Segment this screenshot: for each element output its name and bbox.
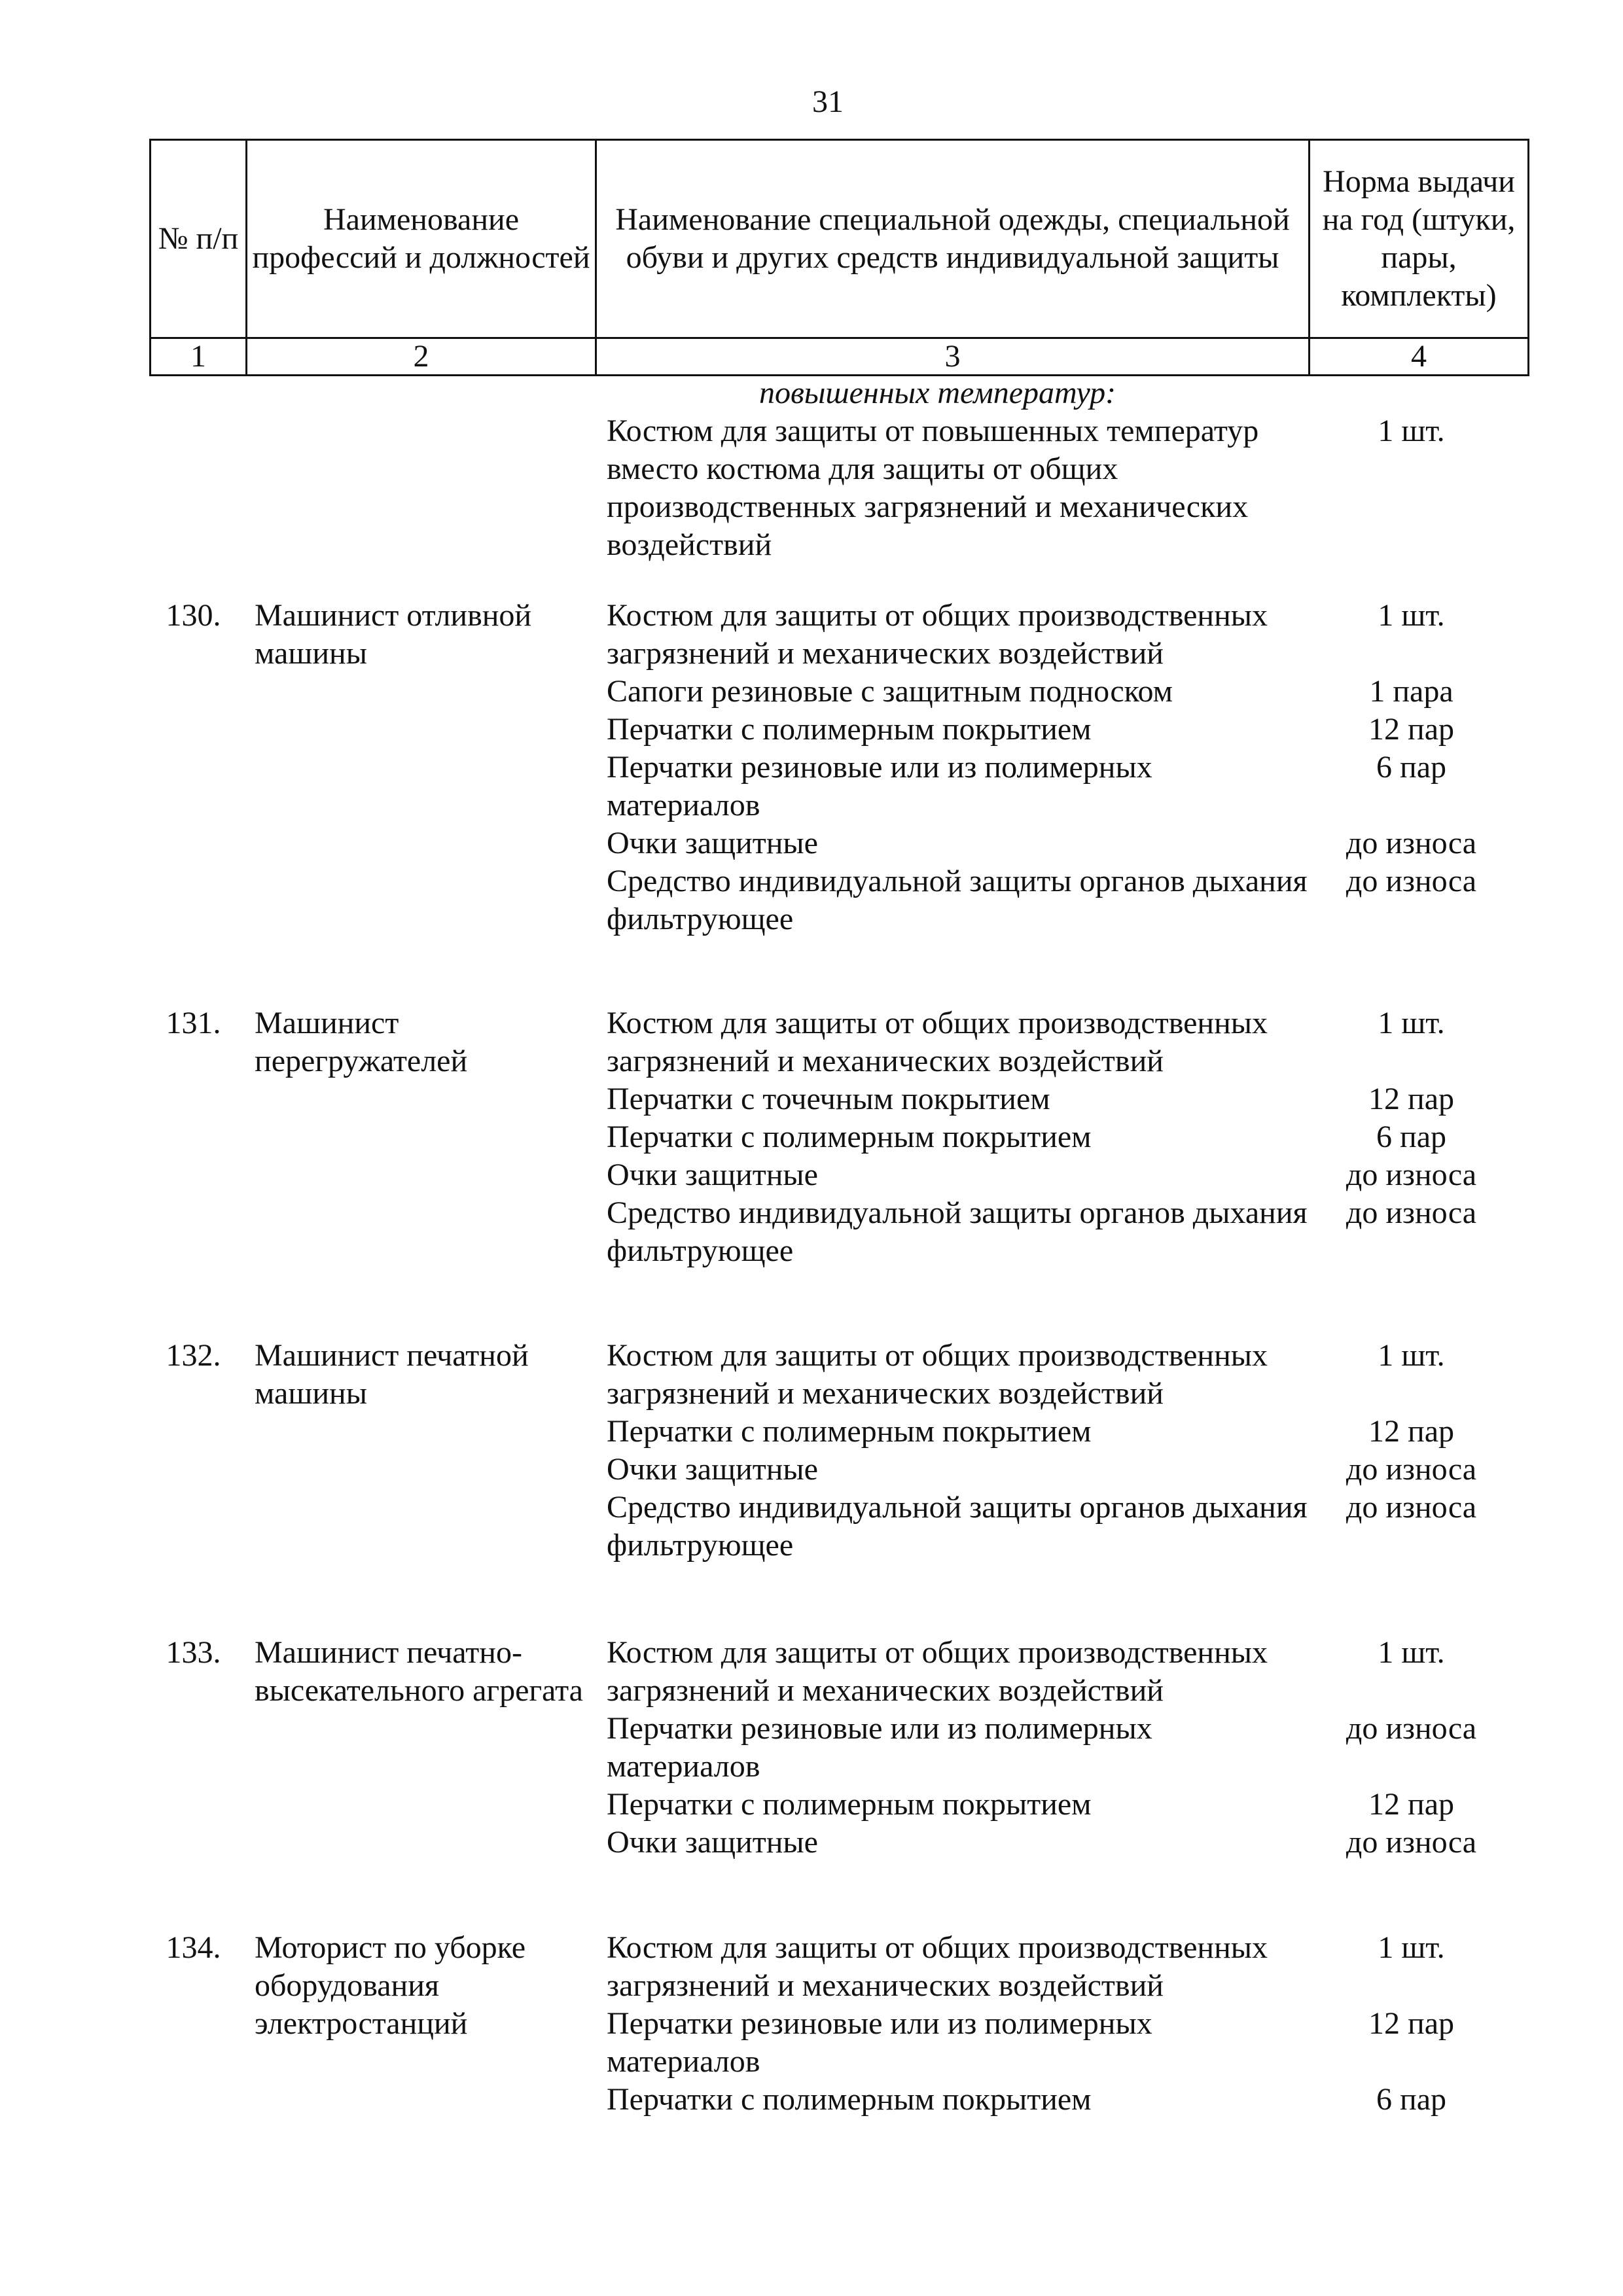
row-items: [595, 1004, 1308, 1270]
item-name: Перчатки с точечным покрытием: [607, 1082, 1050, 1116]
table-row: [149, 597, 1527, 938]
item-norm: до износа: [1346, 1490, 1477, 1525]
item-norm: 12 пар: [1368, 1082, 1454, 1116]
item-name: Перчатки с полимерным покрытием: [607, 1787, 1092, 1822]
item-norm: 12 пар: [1368, 2006, 1454, 2041]
item-norm: 1 шт.: [1378, 1338, 1445, 1373]
continuation-row: [149, 412, 1527, 564]
item-norm: 1 шт.: [1378, 1930, 1445, 1965]
header-col-items: Наименование специальной одежды, специальной обуви и других средств индивидуальной защиты: [596, 140, 1310, 338]
item-norm: до износа: [1346, 1157, 1477, 1192]
item-norm: 12 пар: [1368, 712, 1454, 747]
item-name: Костюм для защиты от общих производственных загрязнений и механических воздействий: [607, 1006, 1268, 1078]
row-norms: [1308, 1337, 1527, 1564]
row-norms: [1308, 1929, 1527, 2119]
header-col-profession: Наименование профессий и должностей: [247, 140, 596, 338]
item-name: Очки защитные: [607, 1452, 818, 1487]
item-norm: до износа: [1346, 864, 1477, 898]
item-name: Сапоги резиновые с защитным подноском: [607, 674, 1173, 709]
item-name: Очки защитные: [607, 1825, 818, 1860]
item-name: Перчатки резиновые или из полимерных материалов: [607, 1711, 1152, 1784]
row-number: 133.: [166, 1635, 221, 1670]
table-row: [149, 1004, 1527, 1270]
item-norm: 1 пара: [1369, 674, 1454, 709]
header-number-4: 4: [1310, 338, 1529, 376]
item-name: Очки защитные: [607, 1157, 818, 1192]
row-number: 132.: [166, 1338, 221, 1373]
item-norm: 1 шт.: [1378, 598, 1445, 633]
row-profession: Машинист печатно-высекательного агрегата: [255, 1635, 583, 1708]
item-norm: 6 пар: [1376, 750, 1446, 785]
header-number-3: 3: [596, 338, 1310, 376]
continuation-heading: повышенных температур:: [759, 376, 1116, 410]
item-name: Перчатки с полимерным покрытием: [607, 2082, 1092, 2117]
row-norms: [1308, 1004, 1527, 1270]
item-name: Костюм для защиты от общих производственных загрязнений и механических воздействий: [607, 1338, 1268, 1411]
item-norm: 1 шт.: [1378, 1006, 1445, 1040]
table-header: [149, 139, 1529, 376]
item-norm: до износа: [1346, 1452, 1477, 1487]
item-name: Перчатки с полимерным покрытием: [607, 1414, 1092, 1449]
item-norm: 6 пар: [1376, 1120, 1446, 1154]
item-name: Средство индивидуальной защиты органов дыхания фильтрующее: [607, 864, 1308, 936]
row-number: 131.: [166, 1006, 221, 1040]
row-items: [595, 1337, 1308, 1564]
item-norm: 12 пар: [1368, 1787, 1454, 1822]
item-norm: до износа: [1346, 1711, 1477, 1746]
row-norms: [1308, 1634, 1527, 1862]
item-name: Очки защитные: [607, 826, 818, 860]
item-name: Средство индивидуальной защиты органов дыхания фильтрующее: [607, 1195, 1308, 1268]
continuation-norm: 1 шт.: [1378, 414, 1445, 448]
item-name: Средство индивидуальной защиты органов дыхания фильтрующее: [607, 1490, 1308, 1563]
item-norm: 12 пар: [1368, 1414, 1454, 1449]
row-items: [595, 597, 1308, 938]
table-row: [149, 1929, 1527, 2119]
header-number-1: 1: [151, 338, 247, 376]
item-name: Костюм для защиты от общих производственных загрязнений и механических воздействий: [607, 1930, 1268, 2003]
header-number-2: 2: [247, 338, 596, 376]
row-items: [595, 1634, 1308, 1862]
item-name: Костюм для защиты от общих производственных загрязнений и механических воздействий: [607, 1635, 1268, 1708]
row-number: 130.: [166, 598, 221, 633]
row-profession: Машинист отливной машины: [255, 598, 532, 671]
item-norm: до износа: [1346, 826, 1477, 860]
continuation-item: Костюм для защиты от повышенных температур вместо костюма для защиты от общих производственных загрязнений и механических воздействий: [607, 414, 1259, 562]
item-name: Перчатки резиновые или из полимерных материалов: [607, 2006, 1152, 2079]
item-name: Перчатки с полимерным покрытием: [607, 1120, 1092, 1154]
item-norm: 6 пар: [1376, 2082, 1446, 2117]
row-norms: [1308, 597, 1527, 938]
row-profession: Моторист по уборке оборудования электростанций: [255, 1930, 526, 2041]
item-norm: до износа: [1346, 1825, 1477, 1860]
item-name: Перчатки резиновые или из полимерных материалов: [607, 750, 1152, 822]
table-row: [149, 1634, 1527, 1862]
table-row: [149, 1337, 1527, 1564]
item-name: Костюм для защиты от общих производственных загрязнений и механических воздействий: [607, 598, 1268, 671]
row-number: 134.: [166, 1930, 221, 1965]
header-col-norm: Норма выдачи на год (штуки, пары, комплекты): [1310, 140, 1529, 338]
row-profession: Машинист перегружателей: [255, 1006, 468, 1078]
row-profession: Машинист печатной машины: [255, 1338, 529, 1411]
row-items: [595, 1929, 1308, 2119]
item-norm: до износа: [1346, 1195, 1477, 1230]
page-number: 31: [812, 84, 844, 119]
item-norm: 1 шт.: [1378, 1635, 1445, 1670]
header-col-num: № п/п: [151, 140, 247, 338]
item-name: Перчатки с полимерным покрытием: [607, 712, 1092, 747]
